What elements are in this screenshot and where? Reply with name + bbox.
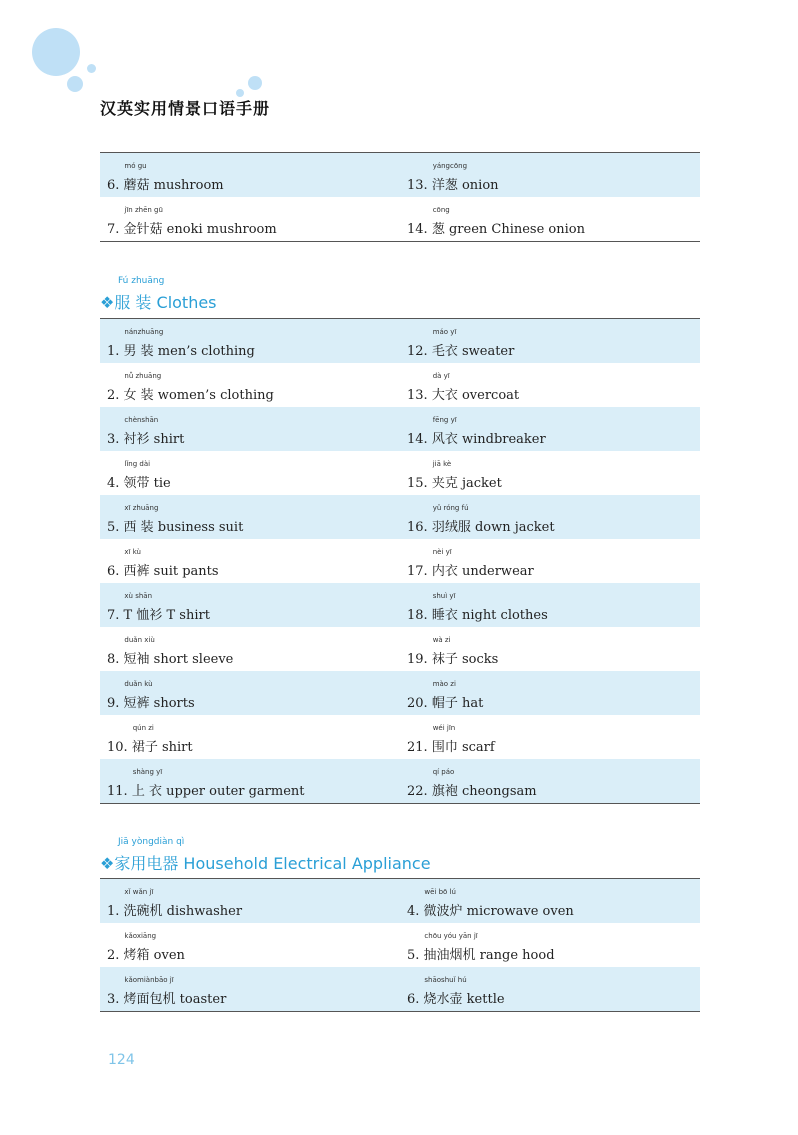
entry-text [107, 428, 184, 447]
entry-text [107, 516, 243, 535]
entry-number: 1. [107, 904, 120, 919]
vocab-entry [400, 671, 700, 715]
entry-term: 旗袍 cheongsam [431, 784, 537, 799]
entry-pinyin: wà zi [432, 636, 451, 644]
entry-number: 1. [107, 344, 120, 359]
vocab-entry [100, 583, 400, 627]
vocab-entry [100, 319, 400, 363]
entry-text [407, 218, 585, 237]
entry-number: 5. [407, 948, 420, 963]
entry-number: 18. [407, 608, 428, 623]
table-row [100, 319, 700, 363]
entry-text [407, 604, 548, 623]
entry-number: 11. [107, 784, 128, 799]
entry-pinyin: nèi yī [432, 548, 452, 556]
entry-pinyin: nánzhuāng [124, 328, 164, 336]
entry-number: 20. [407, 696, 428, 711]
vocab-entry [100, 495, 400, 539]
entry-term: 男 装 men’s clothing [123, 344, 255, 359]
entry-term: 围巾 scarf [431, 740, 495, 755]
table-row [100, 879, 700, 923]
entry-number: 13. [407, 388, 428, 403]
entry-text [407, 560, 534, 579]
entry-term: 西裤 suit pants [123, 564, 219, 579]
decor-bubble-tiny [87, 64, 96, 73]
entry-pinyin: shàng yī [132, 768, 163, 776]
entry-pinyin: shāoshuǐ hú [424, 976, 467, 984]
vocab-entry [100, 715, 400, 759]
page-number: 124 [108, 1052, 135, 1068]
entry-term: 金针菇 enoki mushroom [123, 222, 277, 237]
entry-pinyin: xǐ wǎn jī [124, 888, 154, 896]
entry-pinyin: mào zi [432, 680, 456, 688]
entry-text [407, 340, 514, 359]
entry-pinyin: qí páo [432, 768, 455, 776]
entry-text [107, 340, 255, 359]
entry-term: 领带 tie [123, 476, 171, 491]
entry-number: 7. [107, 222, 120, 237]
entry-number: 6. [407, 992, 420, 1007]
entry-text [107, 604, 210, 623]
entry-text [107, 560, 219, 579]
entry-text [107, 174, 224, 193]
vocab-entry [400, 319, 700, 363]
vocab-entry [100, 627, 400, 671]
book-title: 汉英实用情景口语手册 [100, 99, 271, 118]
entry-term: 短袖 short sleeve [123, 652, 234, 667]
table-row [100, 407, 700, 451]
entry-pinyin: kǎomiànbāo jī [124, 976, 174, 984]
entry-text [107, 384, 274, 403]
entry-pinyin: wēi bō lú [424, 888, 456, 896]
entry-pinyin: duǎn kù [124, 680, 153, 688]
entry-text [407, 516, 555, 535]
entry-term: 风衣 windbreaker [431, 432, 546, 447]
table-row [100, 197, 700, 241]
entry-number: 21. [407, 740, 428, 755]
decor-bubble-mid [248, 76, 262, 90]
appliances-heading: ❖家用电器 Household Electrical Appliance [100, 854, 431, 873]
decor-bubble-large [32, 28, 80, 76]
entry-number: 12. [407, 344, 428, 359]
vocab-entry [400, 967, 700, 1011]
entry-number: 4. [107, 476, 120, 491]
table-row [100, 583, 700, 627]
vocab-entry [100, 967, 400, 1011]
entry-term: 帽子 hat [431, 696, 484, 711]
table-row [100, 451, 700, 495]
entry-term: 衬衫 shirt [123, 432, 185, 447]
entry-number: 13. [407, 178, 428, 193]
entry-number: 10. [107, 740, 128, 755]
entry-pinyin: máo yī [432, 328, 457, 336]
entry-term: 毛衣 sweater [431, 344, 515, 359]
table-row [100, 923, 700, 967]
entry-number: 22. [407, 784, 428, 799]
entry-text [107, 900, 242, 919]
vocab-entry [100, 923, 400, 967]
entry-number: 2. [107, 388, 120, 403]
entry-text [407, 780, 537, 799]
entry-pinyin: shuì yī [432, 592, 456, 600]
vocab-entry [100, 671, 400, 715]
entry-text [407, 428, 546, 447]
vocab-entry [100, 197, 400, 241]
vocab-entry [400, 197, 700, 241]
table-row [100, 153, 700, 197]
entry-number: 19. [407, 652, 428, 667]
entry-text [407, 736, 495, 755]
entry-term: 短裤 shorts [123, 696, 195, 711]
entry-number: 17. [407, 564, 428, 579]
clothes-table [100, 318, 700, 804]
entry-text [407, 472, 502, 491]
entry-number: 5. [107, 520, 120, 535]
entry-pinyin: jīn zhēn gū [124, 206, 163, 214]
vocab-entry [100, 153, 400, 197]
entry-term: 上 衣 upper outer garment [131, 784, 305, 799]
entry-number: 4. [407, 904, 420, 919]
vegetable-table [100, 152, 700, 242]
entry-text [107, 988, 226, 1007]
entry-number: 3. [107, 992, 120, 1007]
entry-number: 9. [107, 696, 120, 711]
entry-term: 洗碗机 dishwasher [123, 904, 243, 919]
entry-term: 内衣 underwear [431, 564, 534, 579]
entry-pinyin: chènshān [124, 416, 159, 424]
entry-term: 女 装 women’s clothing [123, 388, 274, 403]
entry-term: 西 装 business suit [123, 520, 244, 535]
entry-pinyin: xī zhuāng [124, 504, 159, 512]
entry-text [107, 780, 305, 799]
entry-pinyin: chōu yóu yān jī [424, 932, 478, 940]
table-row [100, 759, 700, 803]
entry-pinyin: duǎn xiù [124, 636, 155, 644]
entry-text [407, 944, 555, 963]
entry-number: 6. [107, 178, 120, 193]
entry-term: 夹克 jacket [431, 476, 502, 491]
entry-term: 微波炉 microwave oven [423, 904, 574, 919]
entry-term: 裙子 shirt [131, 740, 193, 755]
entry-number: 7. [107, 608, 120, 623]
entry-pinyin: xù shān [124, 592, 153, 600]
entry-term: 葱 green Chinese onion [431, 222, 585, 237]
entry-pinyin: kǎoxiāng [124, 932, 157, 940]
vocab-entry [400, 363, 700, 407]
vocab-entry [100, 407, 400, 451]
entry-text [107, 692, 195, 711]
table-row [100, 967, 700, 1011]
entry-term: 睡衣 night clothes [431, 608, 548, 623]
entry-term: 烤箱 oven [123, 948, 185, 963]
entry-term: 烧水壶 kettle [423, 992, 505, 1007]
entry-pinyin: lǐng dài [124, 460, 151, 468]
entry-text [107, 472, 171, 491]
vocab-entry [400, 583, 700, 627]
entry-pinyin: nǚ zhuāng [124, 372, 162, 380]
vocab-entry [400, 923, 700, 967]
entry-pinyin: yángcōng [432, 162, 468, 170]
appliances-table [100, 878, 700, 1012]
entry-text [107, 944, 185, 963]
vocab-entry [100, 759, 400, 803]
entry-term: 烤面包机 toaster [123, 992, 227, 1007]
entry-term: 洋葱 onion [431, 178, 499, 193]
entry-pinyin: mó gu [124, 162, 147, 170]
entry-text [107, 218, 277, 237]
entry-text [407, 384, 519, 403]
entry-term: 袜子 socks [431, 652, 499, 667]
vocab-entry [400, 495, 700, 539]
entry-pinyin: yǔ róng fú [432, 504, 469, 512]
table-row [100, 363, 700, 407]
entry-term: 蘑菇 mushroom [123, 178, 224, 193]
entry-pinyin: cōng [432, 206, 450, 214]
entry-pinyin: qún zi [132, 724, 154, 732]
table-row [100, 715, 700, 759]
entry-pinyin: wéi jīn [432, 724, 456, 732]
vocab-entry [400, 451, 700, 495]
entry-number: 6. [107, 564, 120, 579]
entry-number: 2. [107, 948, 120, 963]
entry-text [407, 692, 483, 711]
vocab-entry [100, 451, 400, 495]
vocab-entry [400, 627, 700, 671]
entry-text [107, 648, 233, 667]
entry-pinyin: xī kù [124, 548, 141, 556]
vocab-entry [100, 363, 400, 407]
entry-pinyin: dà yī [432, 372, 450, 380]
entry-text [407, 900, 574, 919]
vocab-entry [100, 879, 400, 923]
entry-number: 16. [407, 520, 428, 535]
table-row [100, 539, 700, 583]
table-row [100, 495, 700, 539]
entry-text [407, 648, 498, 667]
vocab-entry [400, 539, 700, 583]
vocab-entry [400, 715, 700, 759]
appliances-heading-pinyin: Jiā yòngdiàn qì [118, 837, 185, 847]
entry-number: 8. [107, 652, 120, 667]
vocab-entry [400, 879, 700, 923]
vocab-entry [100, 539, 400, 583]
entry-term: 羽绒服 down jacket [431, 520, 555, 535]
entry-text [407, 174, 499, 193]
vocab-entry [400, 759, 700, 803]
entry-term: T 恤衫 T shirt [123, 608, 210, 623]
clothes-heading-pinyin: Fú zhuāng [118, 276, 165, 286]
table-row [100, 627, 700, 671]
entry-text [107, 736, 193, 755]
entry-number: 15. [407, 476, 428, 491]
clothes-heading: ❖服 装 Clothes [100, 293, 217, 312]
table-row [100, 671, 700, 715]
entry-pinyin: jiā kè [432, 460, 452, 468]
entry-term: 抽油烟机 range hood [423, 948, 555, 963]
entry-number: 3. [107, 432, 120, 447]
decor-bubble-small [67, 76, 83, 92]
vocab-entry [400, 407, 700, 451]
entry-pinyin: fēng yī [432, 416, 457, 424]
entry-number: 14. [407, 222, 428, 237]
entry-term: 大衣 overcoat [431, 388, 520, 403]
entry-number: 14. [407, 432, 428, 447]
entry-text [407, 988, 505, 1007]
vocab-entry [400, 153, 700, 197]
